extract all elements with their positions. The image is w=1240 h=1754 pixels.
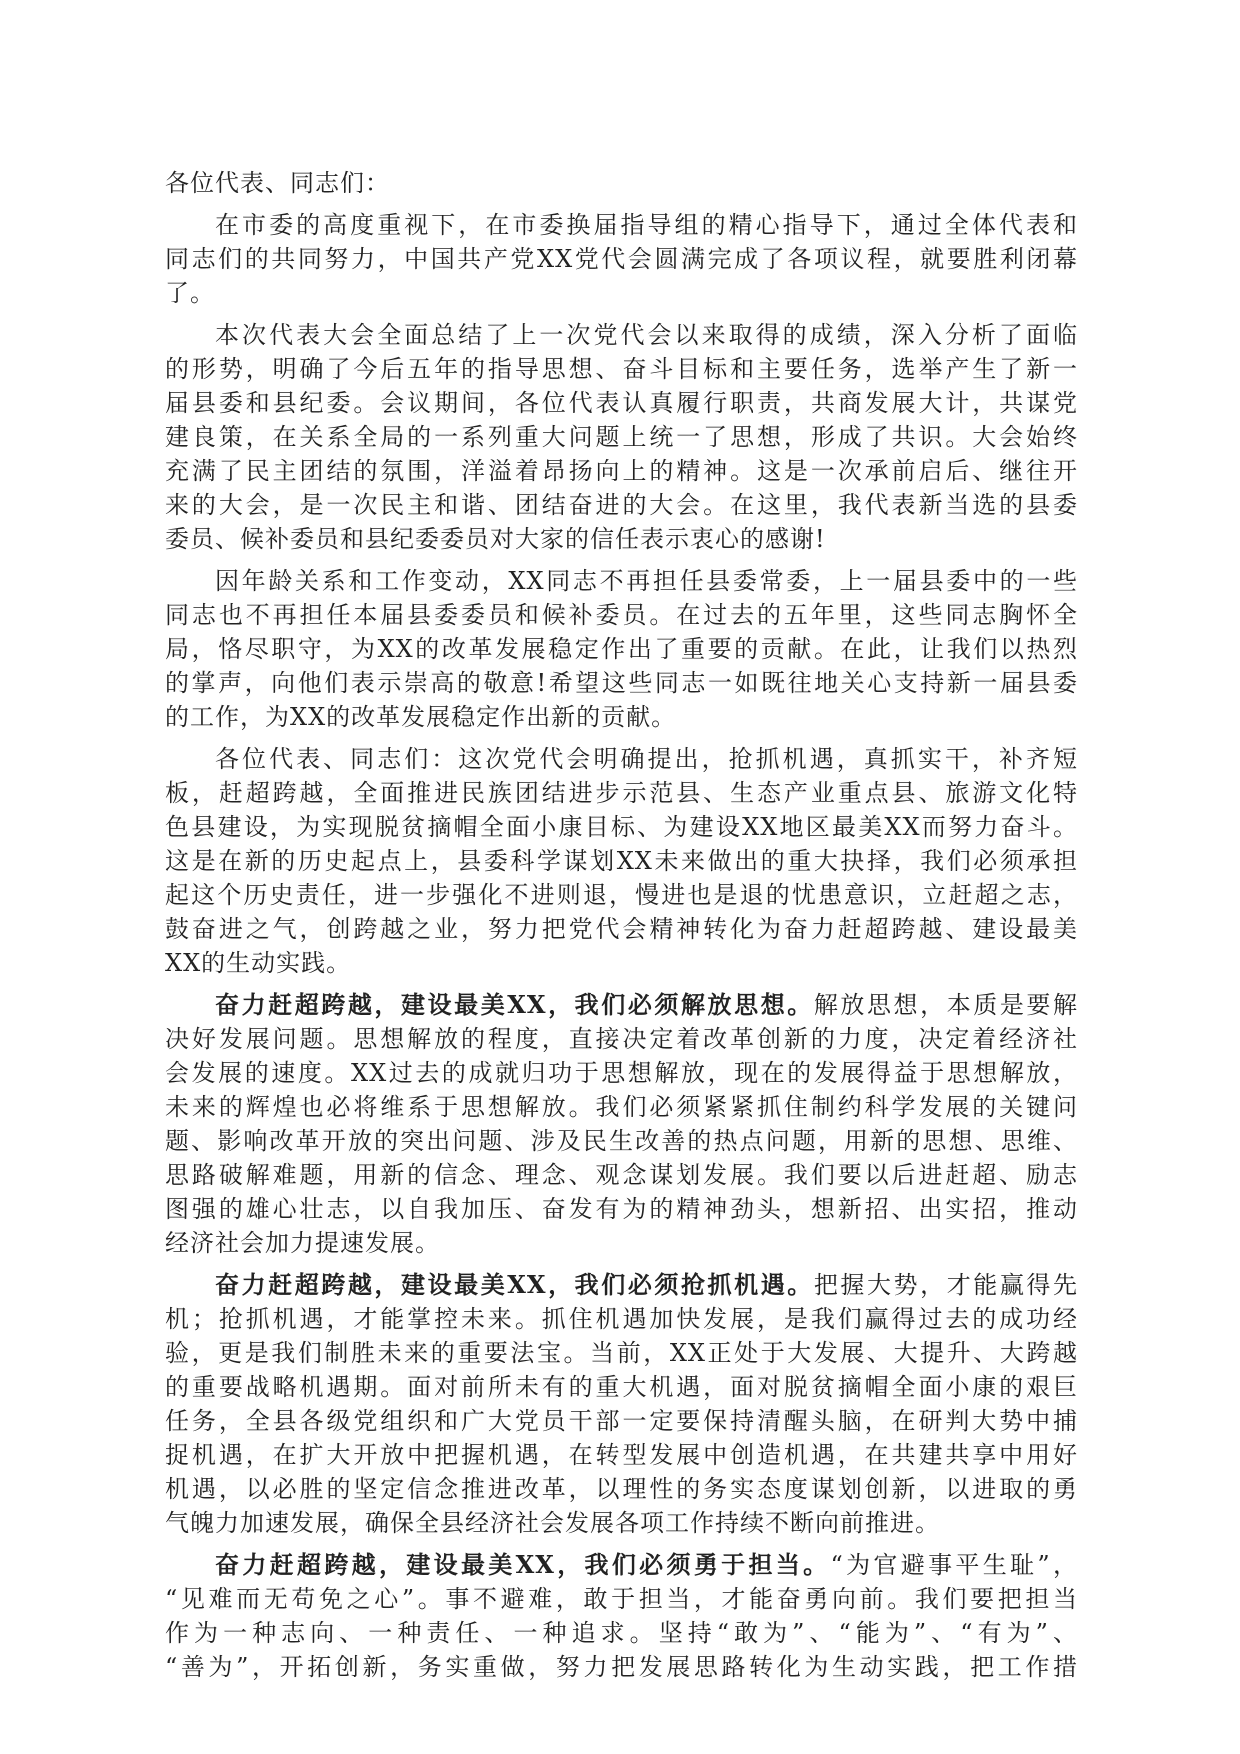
paragraph-line (165, 742, 1078, 776)
line-text: 委员、候补委员和县纪委委员对大家的信任表示衷心的感谢! (165, 525, 826, 553)
paragraph (165, 988, 1078, 1260)
line-text: 验，更是我们制胜未来的重要法宝。当前，XX正处于大发展、大提升、大跨越 (165, 1339, 1078, 1367)
line-text: 起这个历史责任，进一步强化不进则退，慢进也是退的忧患意识，立赶超之志， (165, 881, 1078, 909)
line-text: 的重要战略机遇期。面对前所未有的重大机遇，面对脱贫摘帽全面小康的艰巨 (165, 1373, 1078, 1401)
paragraph-line (165, 1056, 1078, 1090)
paragraph-line (165, 988, 1078, 1022)
line-text: 图强的雄心壮志，以自我加压、奋发有为的精神劲头，想新招、出实招，推动 (165, 1195, 1078, 1223)
paragraph-line (165, 208, 1078, 242)
paragraph-line (165, 488, 1078, 522)
paragraph-line (165, 1472, 1078, 1506)
line-text: 题、影响改革开放的突出问题、涉及民生改善的热点问题，用新的思想、思维、 (165, 1127, 1078, 1155)
line-text: 经济社会加力提速发展。 (165, 1229, 440, 1257)
paragraph (165, 208, 1078, 310)
paragraph (165, 318, 1078, 556)
paragraph-line (165, 946, 1078, 980)
line-text: 把握大势，才能赢得先 (813, 1271, 1078, 1299)
line-text: 决好发展问题。思想解放的程度，直接决定着改革创新的力度，决定着经济社 (165, 1025, 1078, 1053)
paragraph-line (165, 598, 1078, 632)
line-text: 色县建设，为实现脱贫摘帽全面小康目标、为建设XX地区最美XX而努力奋斗。 (165, 813, 1078, 841)
paragraph-line (165, 386, 1078, 420)
paragraph-lead: 奋力赶超跨越，建设最美XX，我们必须解放思想。 (215, 990, 814, 1019)
line-text: 来的大会，是一次民主和谐、团结奋进的大会。在这里，我代表新当选的县委 (165, 491, 1078, 519)
paragraph-line (165, 1506, 1078, 1540)
paragraph-line (165, 666, 1078, 700)
line-text: 本次代表大会全面总结了上一次党代会以来取得的成绩，深入分析了面临 (215, 321, 1078, 349)
paragraph-line (165, 1548, 1078, 1582)
line-text: “善为”，开拓创新，务实重做，努力把发展思路转化为生动实践，把工作措 (165, 1653, 1078, 1681)
paragraph-line (165, 1404, 1078, 1438)
line-text: 了。 (165, 279, 215, 307)
line-text: 的掌声，向他们表示崇高的敬意!希望这些同志一如既往地关心支持新一届县委 (165, 669, 1078, 697)
line-text: 鼓奋进之气，创跨越之业，努力把党代会精神转化为奋力赶超跨越、建设最美 (165, 915, 1078, 943)
paragraph-line (165, 1090, 1078, 1124)
line-text: 作为一种志向、一种责任、一种追求。坚持“敢为”、“能为”、“有为”、 (165, 1619, 1078, 1647)
line-text: 任务，全县各级党组织和广大党员干部一定要保持清醒头脑，在研判大势中捕 (165, 1407, 1078, 1435)
paragraph-lead: 奋力赶超跨越，建设最美XX，我们必须抢抓机遇。 (215, 1270, 814, 1299)
paragraph-line (165, 242, 1078, 276)
line-text: 届县委和县纪委。会议期间，各位代表认真履行职责，共商发展大计，共谋党 (165, 389, 1078, 417)
paragraph-line (165, 776, 1078, 810)
paragraph-line (165, 1124, 1078, 1158)
paragraph-line (165, 1302, 1078, 1336)
paragraph (165, 564, 1078, 734)
line-text: 在市委的高度重视下，在市委换届指导组的精心指导下，通过全体代表和 (215, 211, 1078, 239)
paragraph-line (165, 1192, 1078, 1226)
paragraph-line (165, 844, 1078, 878)
paragraph-line (165, 420, 1078, 454)
paragraph-line (165, 1438, 1078, 1472)
line-text: 同志也不再担任本届县委委员和候补委员。在过去的五年里，这些同志胸怀全 (165, 601, 1078, 629)
line-text: “为官避事平生耻”， (830, 1551, 1078, 1579)
line-text: 的形势，明确了今后五年的指导思想、奋斗目标和主要任务，选举产生了新一 (165, 355, 1078, 383)
paragraph-line (165, 318, 1078, 352)
line-text: 同志们的共同努力，中国共产党XX党代会圆满完成了各项议程，就要胜利闭幕 (165, 245, 1078, 273)
line-text: 气魄力加速发展，确保全县经济社会发展各项工作持续不断向前推进。 (165, 1509, 940, 1537)
paragraph (165, 1548, 1078, 1684)
document-body (165, 166, 1078, 1692)
paragraph-line (165, 1650, 1078, 1684)
line-text: 充满了民主团结的氛围，洋溢着昂扬向上的精神。这是一次承前启后、继往开 (165, 457, 1078, 485)
line-text: 各位代表、同志们：这次党代会明确提出，抢抓机遇，真抓实干，补齐短 (215, 745, 1078, 773)
paragraph-line (165, 810, 1078, 844)
paragraph-line (165, 1226, 1078, 1260)
paragraph-line (165, 454, 1078, 488)
line-text: 捉机遇，在扩大开放中把握机遇，在转型发展中创造机遇，在共建共享中用好 (165, 1441, 1078, 1469)
paragraph (165, 742, 1078, 980)
line-text: 未来的辉煌也必将维系于思想解放。我们必须紧紧抓住制约科学发展的关键问 (165, 1093, 1078, 1121)
paragraph-line (165, 564, 1078, 598)
line-text: 板，赶超跨越，全面推进民族团结进步示范县、生态产业重点县、旅游文化特 (165, 779, 1078, 807)
line-text: 的工作，为XX的改革发展稳定作出新的贡献。 (165, 703, 677, 731)
paragraph-line (165, 1616, 1078, 1650)
salutation-line: 各位代表、同志们： (165, 169, 390, 197)
line-text: 这是在新的历史起点上，县委科学谋划XX未来做出的重大抉择，我们必须承担 (165, 847, 1078, 875)
line-text: 局，恪尽职守，为XX的改革发展稳定作出了重要的贡献。在此，让我们以热烈 (165, 635, 1078, 663)
paragraph-line (165, 1370, 1078, 1404)
paragraph-line (165, 352, 1078, 386)
line-text: 建良策，在关系全局的一系列重大问题上统一了思想，形成了共识。大会始终 (165, 423, 1078, 451)
paragraph-line (165, 1022, 1078, 1056)
line-text: XX的生动实践。 (165, 949, 352, 977)
paragraph-line (165, 1268, 1078, 1302)
paragraph-line (165, 1336, 1078, 1370)
paragraph-line (165, 878, 1078, 912)
paragraph-line (165, 632, 1078, 666)
paragraph-line (165, 700, 1078, 734)
line-text: 机；抢抓机遇，才能掌控未来。抓住机遇加快发展，是我们赢得过去的成功经 (165, 1305, 1078, 1333)
paragraph (165, 1268, 1078, 1540)
line-text: 机遇，以必胜的坚定信念推进改革，以理性的务实态度谋划创新，以进取的勇 (165, 1475, 1078, 1503)
salutation (165, 166, 1078, 200)
line-text: 思路破解难题，用新的信念、理念、观念谋划发展。我们要以后进赶超、励志 (165, 1161, 1078, 1189)
paragraph-line (165, 1158, 1078, 1192)
line-text: 解放思想，本质是要解 (813, 991, 1078, 1019)
paragraph-lead: 奋力赶超跨越，建设最美XX，我们必须勇于担当。 (215, 1550, 831, 1579)
paragraph-line (165, 1582, 1078, 1616)
paragraph-line (165, 522, 1078, 556)
paragraph-line (165, 912, 1078, 946)
line-text: 会发展的速度。XX过去的成就归功于思想解放，现在的发展得益于思想解放， (165, 1059, 1078, 1087)
line-text: 因年龄关系和工作变动，XX同志不再担任县委常委，上一届县委中的一些 (215, 567, 1078, 595)
paragraph-line (165, 276, 1078, 310)
line-text: “见难而无苟免之心”。事不避难，敢于担当，才能奋勇向前。我们要把担当 (165, 1585, 1078, 1613)
